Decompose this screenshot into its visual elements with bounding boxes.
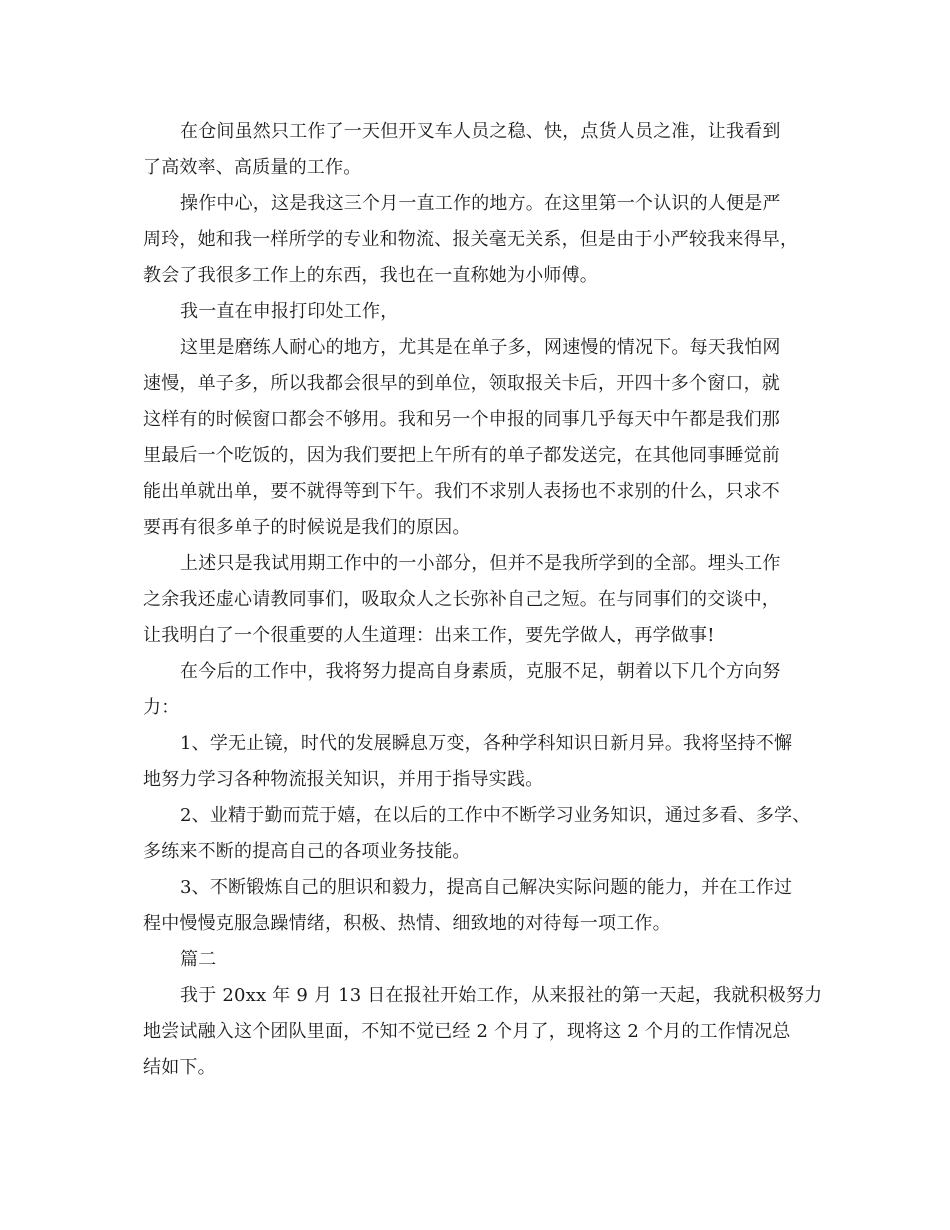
text-line: 我一直在申报打印处工作， xyxy=(180,301,399,322)
text-line: 3、不断锻炼自己的胆识和毅力，提高自己解决实际问题的能力，并在工作过 xyxy=(180,877,793,898)
text-line: 之余我还虚心请教同事们，吸取众人之长弥补自己之短。在与同事们的交谈中， xyxy=(143,589,780,610)
text-line: 在仓间虽然只工作了一天但开叉车人员之稳、快，点货人员之准，让我看到 xyxy=(180,121,781,142)
text-line: 了高效率、高质量的工作。 xyxy=(143,157,362,178)
text-line: 地努力学习各种物流报关知识，并用于指导实践。 xyxy=(143,769,544,790)
document-body xyxy=(143,114,823,1086)
text-line: 我于 20xx 年 9 月 13 日在报社开始工作，从来报社的第一天起，我就积极努力 xyxy=(180,985,823,1006)
text-line: 结如下。 xyxy=(143,1057,216,1078)
text-line: 这里是磨练人耐心的地方，尤其是在单子多，网速慢的情况下。每天我怕网 xyxy=(180,337,781,358)
text-line: 地尝试融入这个团队里面，不知不觉已经 2 个月了，现将这 2 个月的工作情况总 xyxy=(143,1021,791,1042)
text-line: 力： xyxy=(143,697,180,718)
text-line: 操作中心，这是我这三个月一直工作的地方。在这里第一个认识的人便是严 xyxy=(180,193,781,214)
text-line: 教会了我很多工作上的东西，我也在一直称她为小师傅。 xyxy=(143,265,598,286)
text-line: 上述只是我试用期工作中的一小部分，但并不是我所学到的全部。埋头工作 xyxy=(180,553,781,574)
text-line: 让我明白了一个很重要的人生道理：出来工作，要先学做人，再学做事! xyxy=(143,625,715,646)
text-line: 2、业精于勤而荒于嬉，在以后的工作中不断学习业务知识，通过多看、多学、 xyxy=(180,805,811,826)
text-line: 能出单就出单，要不就得等到下午。我们不求别人表扬也不求别的什么，只求不 xyxy=(143,481,780,502)
text-line: 里最后一个吃饭的，因为我们要把上午所有的单子都发送完，在其他同事睡觉前 xyxy=(143,445,780,466)
text-line: 要再有很多单子的时候说是我们的原因。 xyxy=(143,517,471,538)
text-line: 在今后的工作中，我将努力提高自身素质，克服不足，朝着以下几个方向努 xyxy=(180,661,781,682)
text-line: 程中慢慢克服急躁情绪，积极、热情、细致地的对待每一项工作。 xyxy=(143,913,671,934)
text-line: 1、学无止镜，时代的发展瞬息万变，各种学科知识日新月异。我将坚持不懈 xyxy=(180,733,793,754)
text-line: 这样有的时候窗口都会不够用。我和另一个申报的同事几乎每天中午都是我们那 xyxy=(143,409,780,430)
text-line: 周玲，她和我一样所学的专业和物流、报关毫无关系，但是由于小严较我来得早， xyxy=(143,229,799,250)
text-line: 多练来不断的提高自己的各项业务技能。 xyxy=(143,841,471,862)
text-line: 速慢，单子多，所以我都会很早的到单位，领取报关卡后，开四十多个窗口，就 xyxy=(143,373,780,394)
section-heading: 篇二 xyxy=(180,949,217,970)
